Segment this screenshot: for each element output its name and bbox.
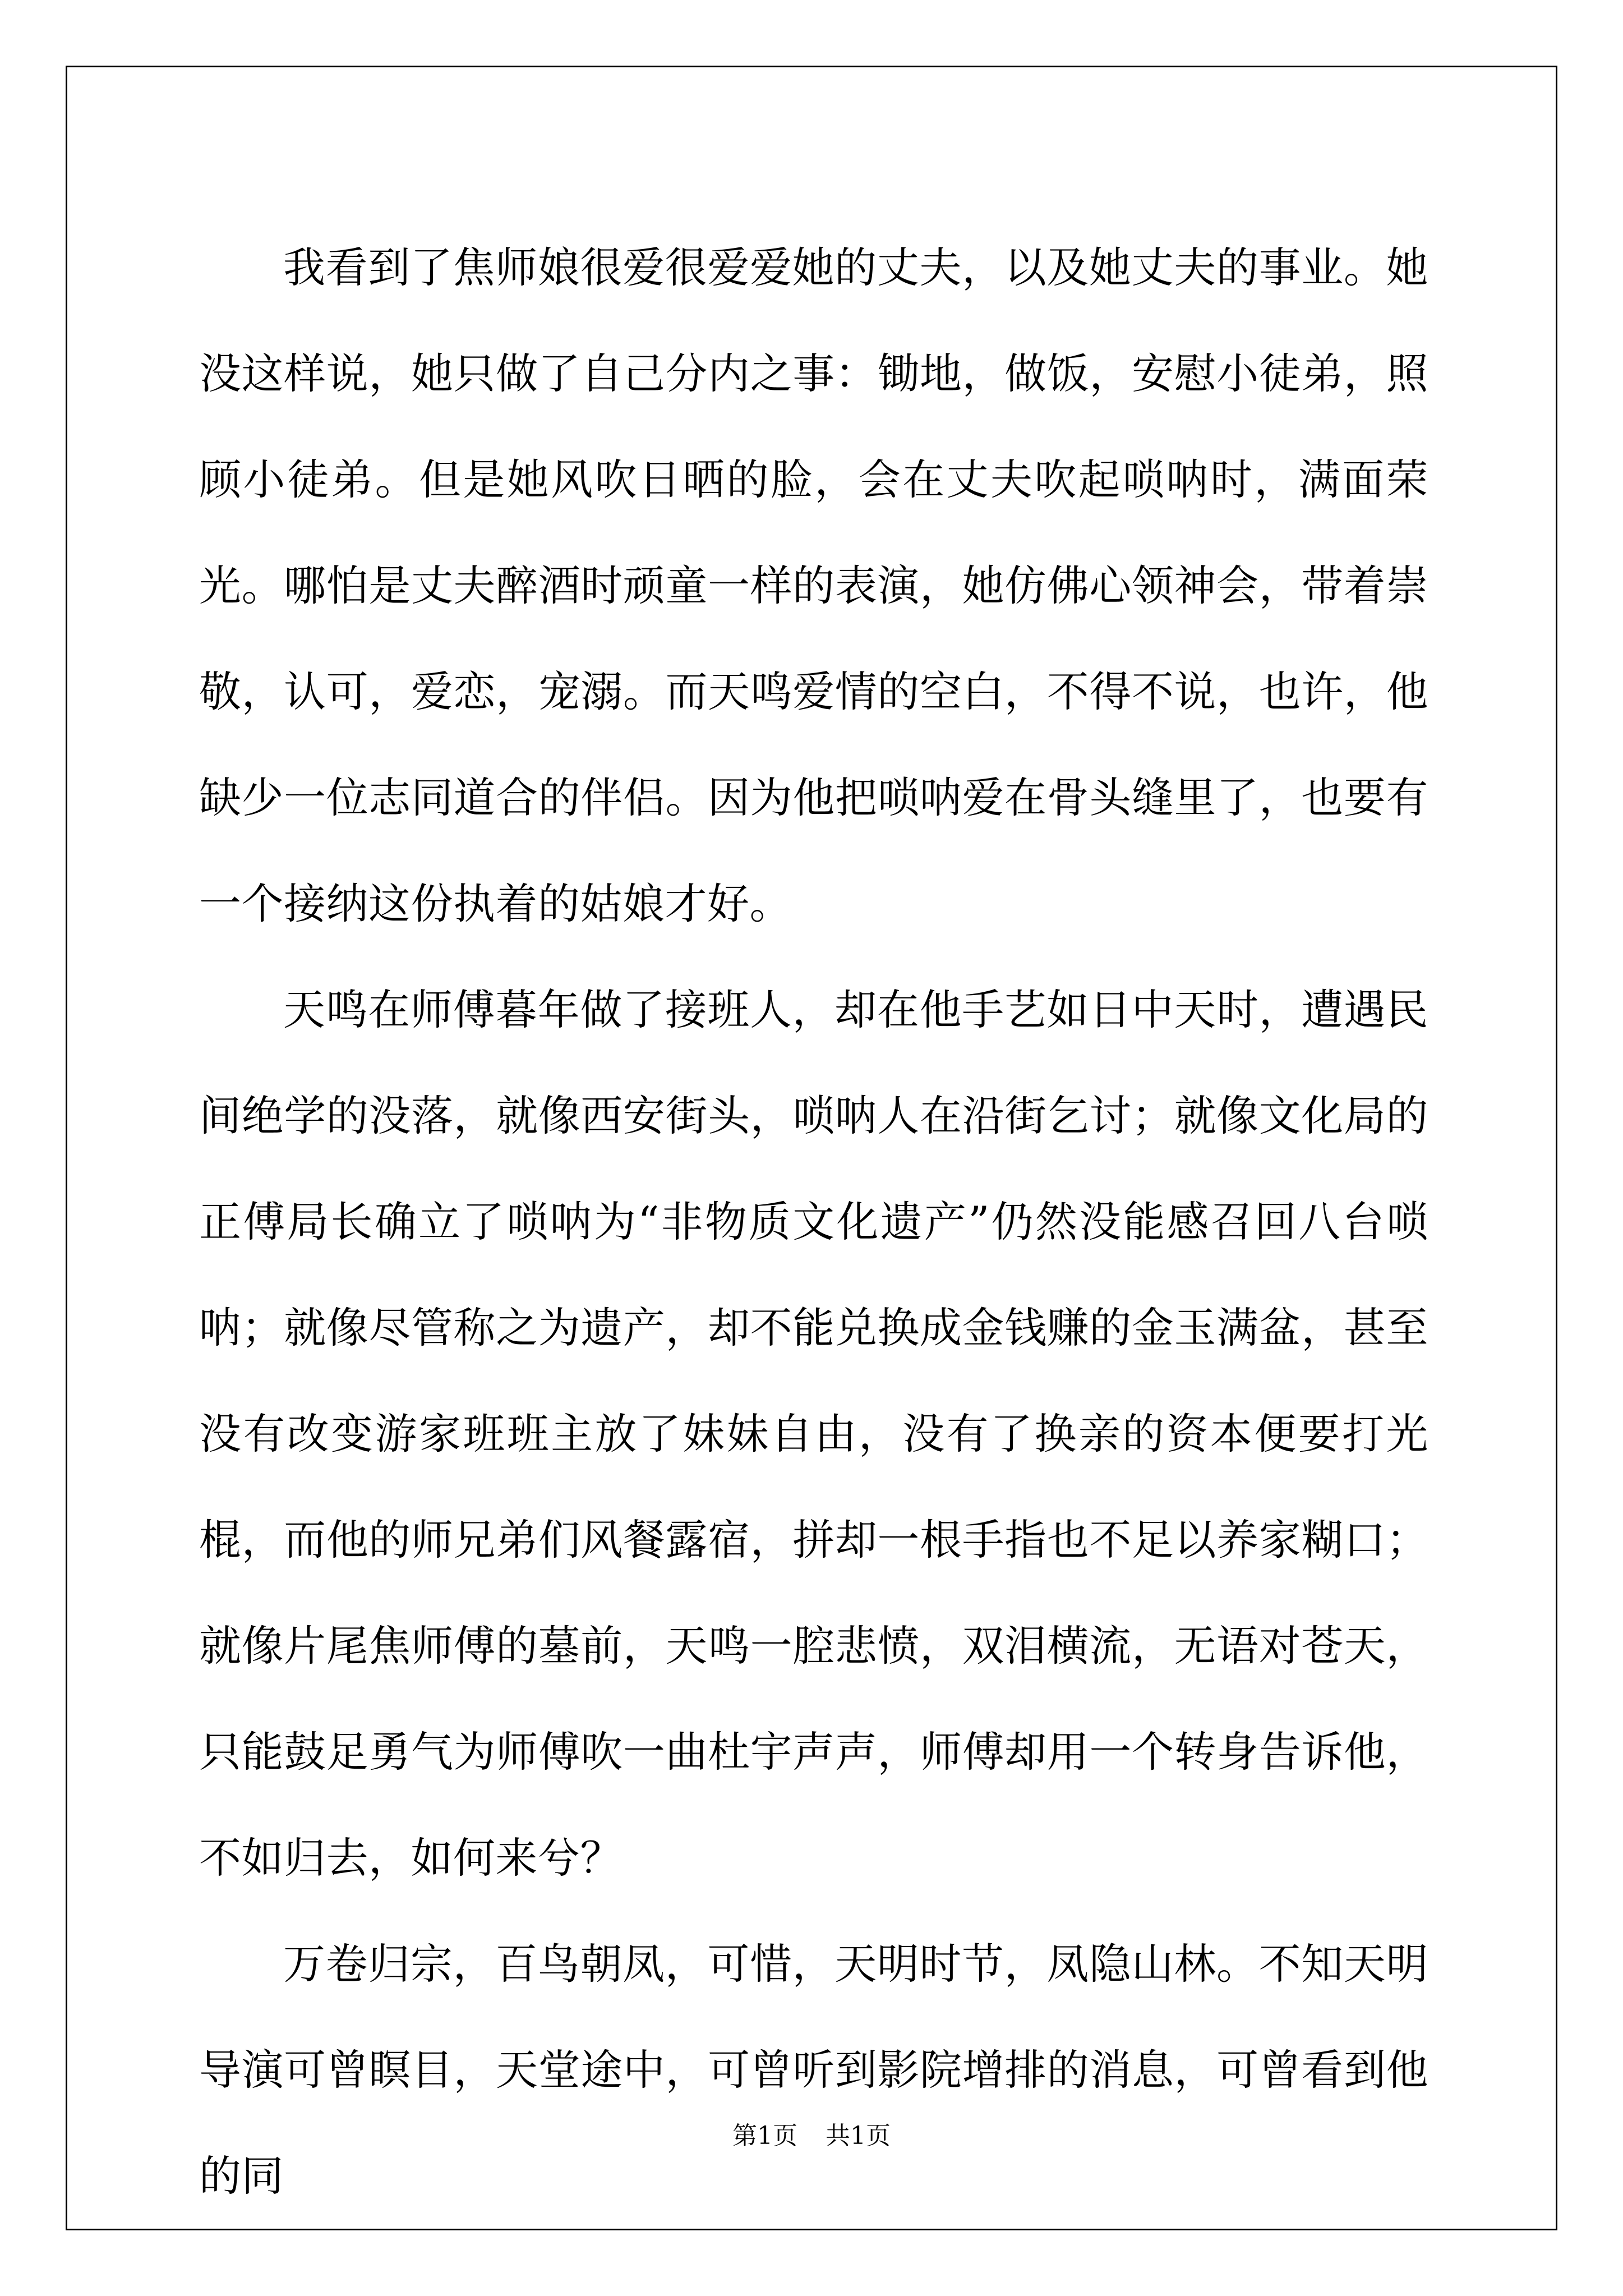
- document-body: [199, 215, 1428, 2229]
- page-number-current: 第1页: [732, 2122, 797, 2150]
- paragraph-2: 天鸣在师傅暮年做了接班人，却在他手艺如日中天时，遭遇民间绝学的没落，就像西安街头，唢呐人在沿街乞讨；就像文化局的正傅局长确立了唢呐为“非物质文化遗产”仍然没能感召回八台唢呐；就像尽管称之为遗产，却不能兑换成金钱赚的金玉满盆，甚至没有改变游家班班主放了妹妹自由，没有了换亲的资本便要打光棍，而他的师兄弟们风餐露宿，拼却一根手指也不足以养家糊口；就像片尾焦师傅的墓前，天鸣一腔悲愤，双泪横流，无语对苍天，只能鼓足勇气为师傅吹一曲杜宇声声，师傅却用一个转身告诉他，不如归去，如何来兮？: [199, 985, 1428, 1883]
- paragraph-3: 万卷归宗，百鸟朝凤，可惜，天明时节，凤隐山林。不知天明导演可曾瞑目，天堂途中，可曾听到影院增排的消息，可曾看到他的同: [199, 1939, 1428, 2201]
- page-number-total: 共1页: [826, 2122, 891, 2150]
- paragraph-1: 我看到了焦师娘很爱很爱爱她的丈夫，以及她丈夫的事业。她没这样说，她只做了自己分内之事：锄地，做饭，安慰小徒弟，照顾小徒弟。但是她风吹日晒的脸，会在丈夫吹起唢呐时，满面荣光。哪怕是丈夫醉酒时顽童一样的表演，她仿佛心领神会，带着崇敬，认可，爱恋，宠溺。而天鸣爱情的空白，不得不说，也许，他缺少一位志同道合的伴侣。因为他把唢呐爱在骨头缝里了，也要有一个接纳这份执着的姑娘才好。: [199, 243, 1428, 928]
- page-footer: [0, 2119, 1623, 2153]
